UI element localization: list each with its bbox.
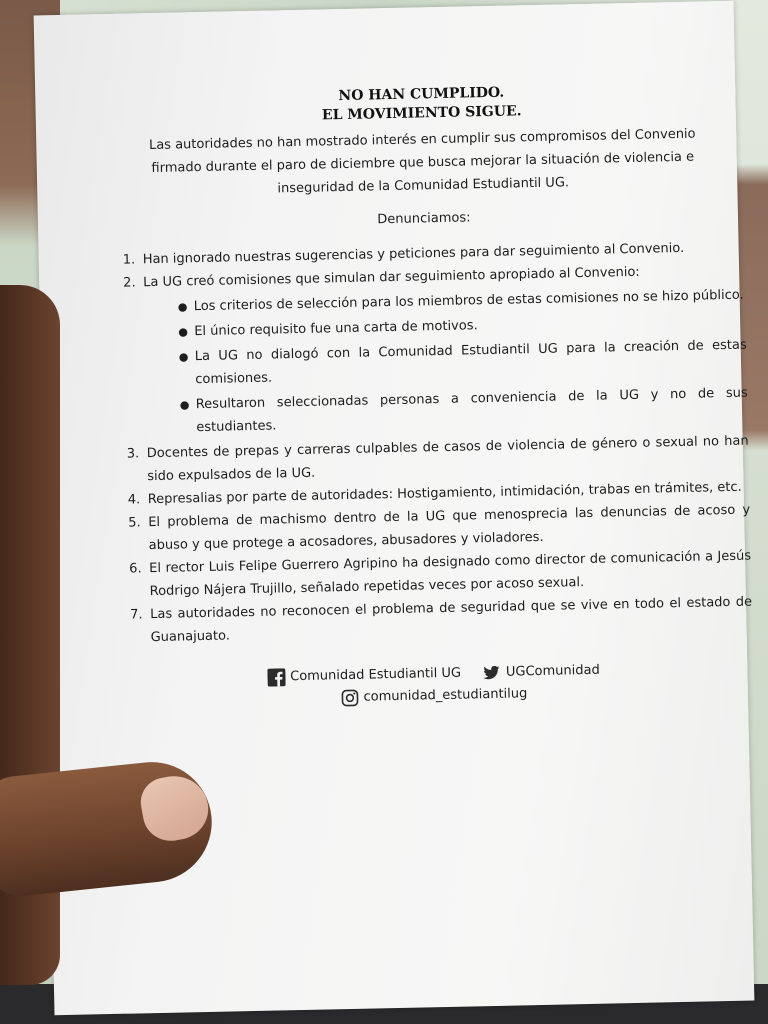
list-item-number: 1. bbox=[122, 252, 136, 268]
complaints-list bbox=[105, 236, 753, 650]
instagram-label: comunidad_estudiantilug bbox=[363, 686, 528, 705]
list-heading: Denunciamos: bbox=[377, 210, 471, 228]
social-footer bbox=[113, 657, 754, 714]
list-item-text: Las autoridades no reconocen el problema de seguridad que se vive en todo el estado de Guanajuato. bbox=[150, 594, 753, 646]
list-item-text: Docentes de prepas y carreras culpables de casos de violencia de género o sexual no han sido expulsados de la UG. bbox=[146, 433, 749, 485]
flyer-content bbox=[101, 79, 754, 714]
intro-line-1: Las autoridades no han mostrado interés en cumplir sus compromisos del Convenio bbox=[148, 126, 696, 154]
facebook-label: Comunidad Estudiantil UG bbox=[290, 665, 462, 685]
list-item-number: 2. bbox=[123, 275, 136, 291]
intro-paragraph bbox=[102, 122, 743, 204]
facebook-icon bbox=[267, 668, 285, 686]
list-item-text: El rector Luis Felipe Guerrero Agripino ha designado como director de comunicación a Jesús Rodrigo Nájera Trujillo, señalado repetidas veces por acoso sexual. bbox=[149, 548, 752, 600]
intro-line-3: inseguridad de la Comunidad Estudiantil UG. bbox=[277, 175, 570, 197]
sub-list-item-text: La UG no dialogó con la Comunidad Estudiantil UG para la creación de estas comisiones. bbox=[194, 337, 747, 388]
sub-list bbox=[144, 284, 749, 441]
intro-line-2: firmado durante el paro de diciembre que busca mejorar la situación de violencia e bbox=[151, 149, 695, 177]
list-item-number: 7. bbox=[130, 607, 143, 623]
twitter-link bbox=[483, 660, 600, 684]
list-item-text: El problema de machismo dentro de la UG que menosprecia las denuncias de acoso y abuso y que protege a acosadores, abusadores y violadores. bbox=[148, 502, 751, 554]
list-item-number: 5. bbox=[128, 515, 141, 531]
title-line-1: NO HAN CUMPLIDO. bbox=[338, 84, 505, 105]
title-line-2: EL MOVIMIENTO SIGUE. bbox=[321, 103, 522, 124]
bullet-icon: ● bbox=[178, 325, 189, 339]
list-item-text: Han ignorado nuestras sugerencias y peticiones para dar seguimiento al Convenio. bbox=[142, 240, 685, 268]
list-item-text: La UG creó comisiones que simulan dar seguimiento apropiado al Convenio: bbox=[143, 264, 640, 291]
sub-list-item-text: Resultaron seleccionadas personas a conveniencia de la UG y no de sus estudiantes. bbox=[195, 385, 748, 436]
twitter-label: UGComunidad bbox=[505, 662, 600, 680]
instagram-icon bbox=[340, 689, 358, 707]
list-item bbox=[105, 259, 748, 441]
sub-list-item-text: El único requisito fue una carta de motivos. bbox=[194, 318, 478, 340]
bullet-icon: ● bbox=[179, 398, 190, 412]
bullet-icon: ● bbox=[178, 350, 189, 364]
instagram-link bbox=[340, 683, 527, 709]
list-item-text: Represalias por parte de autoridades: Hostigamiento, intimidación, trabas en trámites, etc. bbox=[147, 479, 742, 508]
sub-list-item-text: Los criterios de selección para los miembros de estas comisiones no se hizo público. bbox=[193, 287, 744, 315]
list-item-number: 4. bbox=[127, 492, 141, 508]
list-item-number: 6. bbox=[129, 561, 142, 577]
list-item-number: 3. bbox=[126, 446, 140, 462]
flyer-title bbox=[101, 79, 742, 130]
twitter-icon bbox=[483, 664, 501, 682]
bullet-icon: ● bbox=[177, 300, 188, 314]
